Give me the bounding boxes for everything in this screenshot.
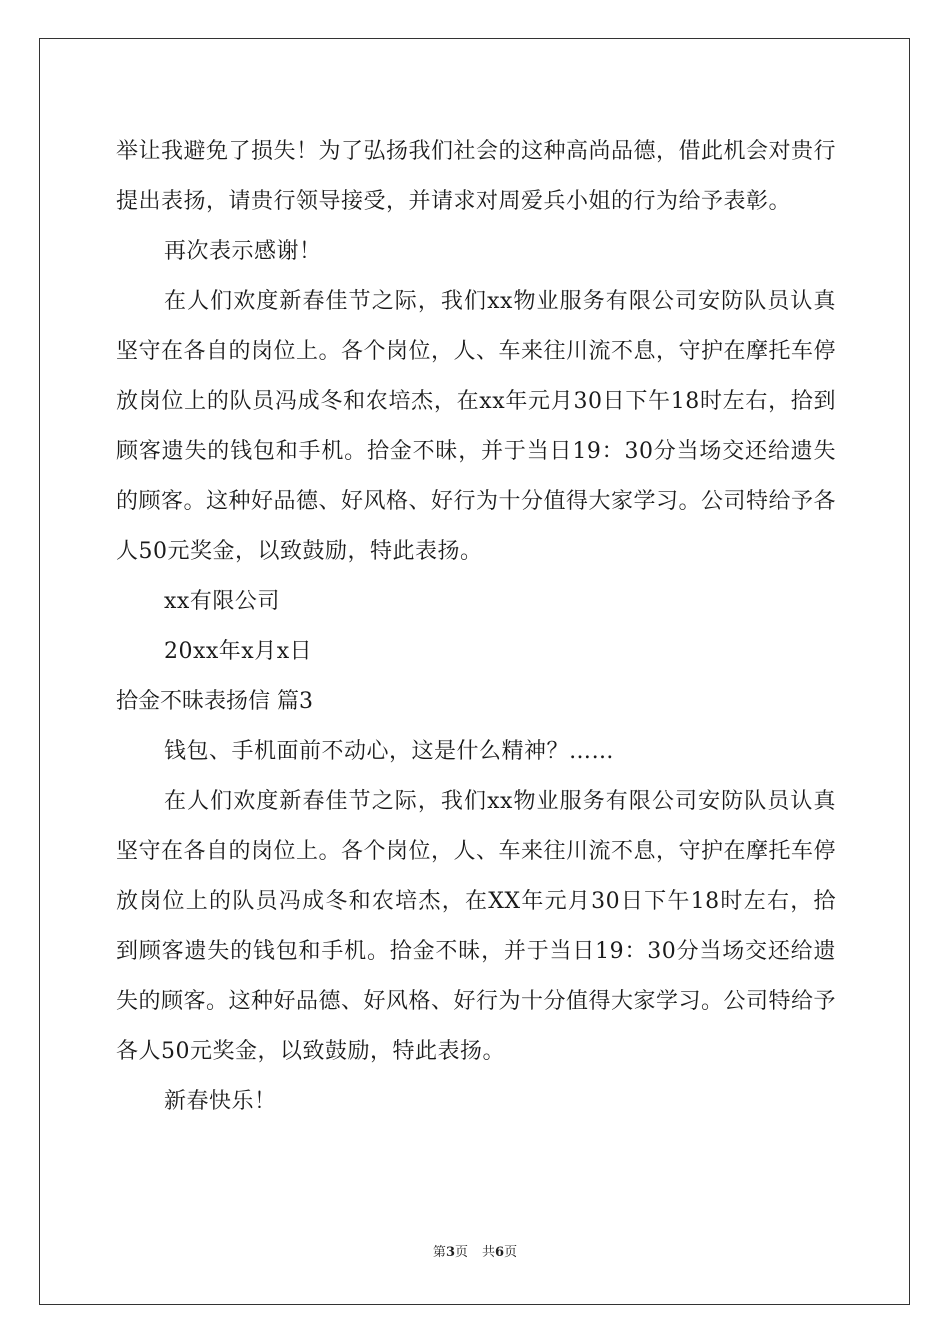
paragraph: 举让我避免了损失！为了弘扬我们社会的这种高尚品德，借此机会对贵行提出表扬，请贵行领导接受，并请求对周爱兵小姐的行为给予表彰。 <box>116 139 837 214</box>
page-footer <box>0 1243 950 1263</box>
page-suffix: 页 <box>454 1245 468 1260</box>
total-prefix: 共 <box>482 1245 496 1260</box>
paragraph: 在人们欢度新春佳节之际，我们xx物业服务有限公司安防队员认真坚守在各自的岗位上。各个岗位，人、车来往川流不息，守护在摩托车停放岗位上的队员冯成冬和农培杰，在XX年元月30日下午18时左右，拾到顾客遗失的钱包和手机。拾金不昧，并于当日19：30分当场交还给遗失的顾客。这种好品德、好风格、好行为十分值得大家学习。公司特给予各人50元奖金，以致鼓励，特此表扬。 <box>116 789 837 1064</box>
paragraph: 再次表示感谢！ <box>164 239 322 264</box>
section-heading: 拾金不昧表扬信 篇3 <box>116 689 313 714</box>
page-prefix: 第 <box>432 1245 446 1260</box>
document-body <box>116 127 836 1127</box>
signature-company: xx有限公司 <box>164 589 280 614</box>
closing-greeting: 新春快乐！ <box>164 1089 277 1114</box>
page-current: 3 <box>445 1245 455 1260</box>
page-total: 6 <box>495 1245 505 1260</box>
paragraph: 在人们欢度新春佳节之际，我们xx物业服务有限公司安防队员认真坚守在各自的岗位上。各个岗位，人、车来往川流不息，守护在摩托车停放岗位上的队员冯成冬和农培杰，在xx年元月30日下午18时左右，拾到顾客遗失的钱包和手机。拾金不昧，并于当日19：30分当场交还给遗失的顾客。这种好品德、好风格、好行为十分值得大家学习。公司特给予各人50元奖金，以致鼓励，特此表扬。 <box>116 289 837 564</box>
paragraph: 钱包、手机面前不动心，这是什么精神？…… <box>164 739 615 764</box>
total-suffix: 页 <box>504 1245 518 1260</box>
signature-date: 20xx年x月x日 <box>164 639 313 664</box>
